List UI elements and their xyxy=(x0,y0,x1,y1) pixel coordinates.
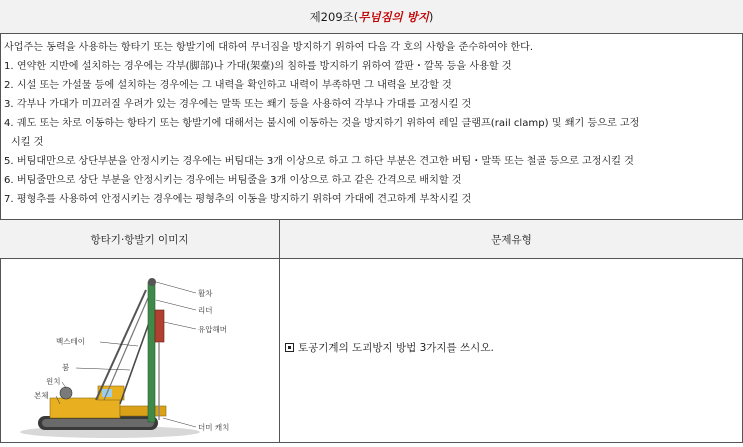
label-leader: 리더 xyxy=(198,306,213,315)
article-body xyxy=(4,38,741,209)
pile-driver-image xyxy=(0,260,279,443)
header-image-column: 항타기·항발기 이미지 xyxy=(90,234,189,246)
machine-body xyxy=(50,398,120,418)
paragraph-item-3: 3. 각부나 가대가 미끄러질 우려가 있는 경우에는 말뚝 또는 쐐기 등을 사용하여 각부나 가대를 고정시킬 것 xyxy=(4,99,472,110)
label-sheave: 활차 xyxy=(198,289,213,298)
paragraph-intro: 사업주는 동력을 사용하는 항타기 또는 항발기에 대하여 무너짐을 방지하기 위하여 다음 각 호의 사항을 준수하여야 한다. xyxy=(4,42,534,53)
label-body: 본체 xyxy=(34,391,49,400)
paragraph-item-4-cont: 시킬 것 xyxy=(11,137,44,148)
winch-drum xyxy=(60,387,72,399)
hydraulic-hammer xyxy=(155,310,164,342)
label-dummy-catch: 더미 캐치 xyxy=(198,423,230,432)
paragraph-item-7: 7. 평형추를 사용하여 안정시키는 경우에는 평형추의 이동을 방지하기 위하여 가대에 견고하게 부착시킬 것 xyxy=(4,194,472,205)
paragraph-item-1: 1. 연약한 지반에 설치하는 경우에는 각부(脚部)나 가대(架臺)의 침하를 방지하기 위하여 깔판・깔목 등을 사용할 것 xyxy=(4,61,512,72)
column-divider xyxy=(279,219,280,443)
label-backstay: 백스테이 xyxy=(56,337,85,346)
paragraph-item-5: 5. 버팀대만으로 상단부분을 안정시키는 경우에는 버팀대는 3개 이상으로 하고 그 하단 부분은 견고한 버팀・말뚝 또는 철골 등으로 고정시킬 것 xyxy=(4,156,634,167)
boom xyxy=(120,320,150,404)
square-bullet-icon xyxy=(285,343,294,352)
title-prefix: 제209조( xyxy=(309,10,359,24)
table-header-row xyxy=(0,219,743,259)
task-text: 토공기계의 도괴방지 방법 3가지를 쓰시오. xyxy=(298,342,494,354)
label-winch: 윈치 xyxy=(46,377,61,386)
paragraph-item-2: 2. 시설 또는 가설물 등에 설치하는 경우에는 그 내력을 확인하고 내력이 부족하면 그 내력을 보강할 것 xyxy=(4,80,452,91)
sheave xyxy=(148,278,156,286)
paragraph-item-6: 6. 버팀줄만으로 상단 부분을 안정시키는 경우에는 버팀줄을 3개 이상으로 하고 같은 간격으로 배치할 것 xyxy=(4,175,462,186)
pile-driver-illustration xyxy=(0,260,279,443)
leader xyxy=(148,282,155,422)
label-boom: 붐 xyxy=(62,363,70,372)
header-question-type: 문제유형 xyxy=(491,234,532,246)
title-emphasis: 무넘짐의 방지 xyxy=(358,10,429,24)
label-hammer: 유압해머 xyxy=(198,325,227,334)
question-task xyxy=(285,340,494,355)
article-title xyxy=(0,0,743,34)
paragraph-item-4: 4. 궤도 또는 차로 이동하는 항타기 또는 항발기에 대해서는 불시에 이동하는 것을 방지하기 위하여 레일 클램프(rail clamp) 및 쐐기 등으로 고정 xyxy=(4,118,640,129)
title-suffix: ) xyxy=(428,10,434,24)
backstay xyxy=(96,290,146,400)
